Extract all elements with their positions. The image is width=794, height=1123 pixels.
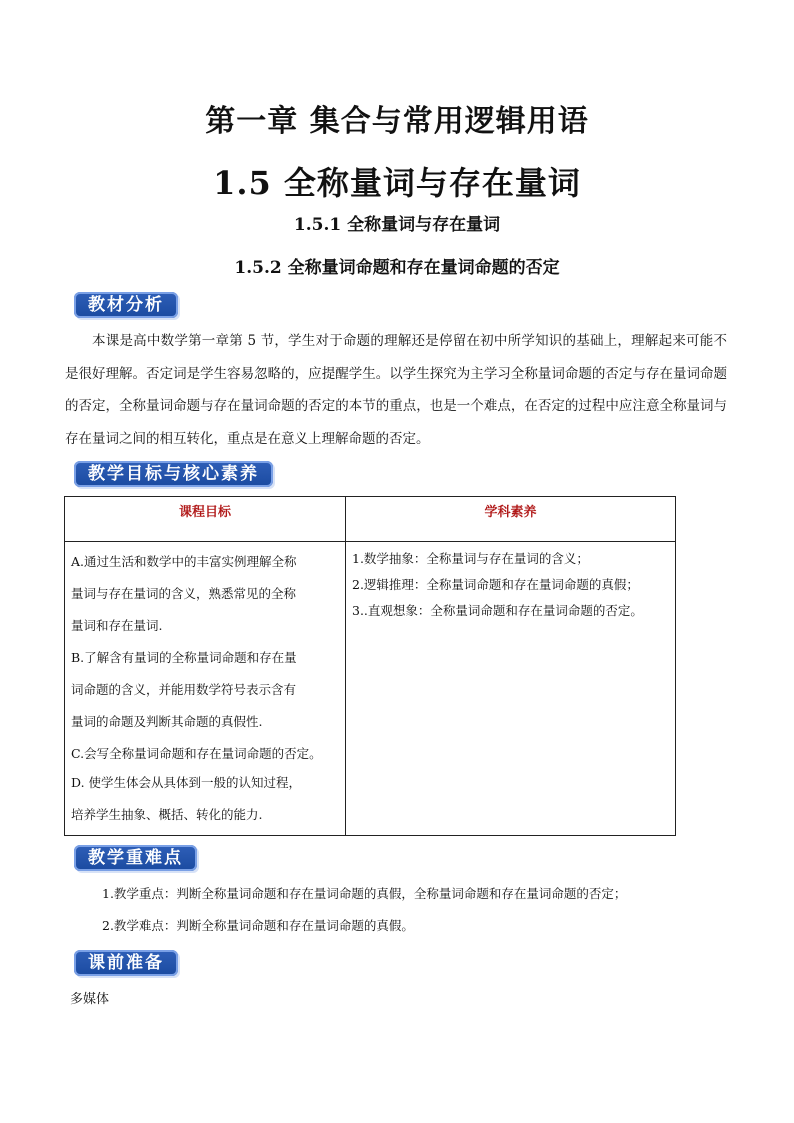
prep-content: 多媒体 — [70, 992, 110, 1007]
chapter-title: 第一章 集合与常用逻辑用语 — [205, 104, 589, 139]
literacy-line: 3..直观想象：全称量词命题和存在量词命题的否定。 — [352, 603, 643, 618]
goal-line: D. 使学生体会从具体到一般的认知过程， — [71, 775, 302, 790]
section-heading-key-points: 教学重难点 — [74, 845, 197, 871]
lesson-title: 1.5 全称量词与存在量词 — [213, 164, 581, 202]
subsection-title-2: 1.5.2 全称量词命题和存在量词命题的否定 — [234, 258, 560, 278]
subsection-title-1: 1.5.1 全称量词与存在量词 — [293, 215, 501, 235]
goal-line: 词命题的含义，并能用数学符号表示含有 — [71, 682, 297, 697]
literacy-line: 1.数学抽象：全称量词与存在量词的含义； — [352, 551, 589, 566]
section-heading-prep: 课前准备 — [74, 950, 178, 976]
literacy-line: 2.逻辑推理：全称量词命题和存在量词命题的真假； — [352, 577, 639, 592]
key-point-item: 1.教学重点：判断全称量词命题和存在量词命题的真假，全称量词命题和存在量词命题的否定； — [102, 886, 627, 901]
section-heading-goals: 教学目标与核心素养 — [74, 461, 273, 487]
table-row — [65, 542, 676, 836]
analysis-paragraph: 本课是高中数学第一章第 5 节，学生对于命题的理解还是停留在初中所学知识的基础上，理解起来可能不是很好理解。否定词是学生容易忽略的，应提醒学生。以学生探究为主学习全称量词命题的否定与存在量词命题的否定，全称量词命题与存在量词命题的否定的本节的重点，也是一个难点，在否定的过程中应注意全称量词与存在量词之间的相互转化，重点是在意义上理解命题的否定。 — [65, 333, 727, 447]
literacy-cell — [346, 542, 676, 836]
section-heading-analysis: 教材分析 — [74, 292, 178, 318]
goal-line: 量词和存在量词. — [71, 618, 163, 633]
goal-line: 量词与存在量词的含义，熟悉常见的全称 — [71, 586, 297, 601]
goal-line: 培养学生抽象、概括、转化的能力. — [71, 807, 263, 822]
goal-cell — [65, 542, 346, 836]
goal-line: A.通过生活和数学中的丰富实例理解全称 — [71, 554, 297, 569]
goal-line: C.会写全称量词命题和存在量词命题的否定。 — [71, 746, 322, 761]
goals-table — [64, 496, 676, 836]
goal-line: 量词的命题及判断其命题的真假性. — [71, 714, 263, 729]
literacy-column-header: 学科素养 — [346, 497, 676, 542]
difficult-point-item: 2.教学难点：判断全称量词命题和存在量词命题的真假。 — [102, 918, 414, 933]
goal-line: B.了解含有量词的全称量词命题和存在量 — [71, 650, 297, 665]
table-header-row — [65, 497, 676, 542]
goal-column-header: 课程目标 — [65, 497, 346, 542]
